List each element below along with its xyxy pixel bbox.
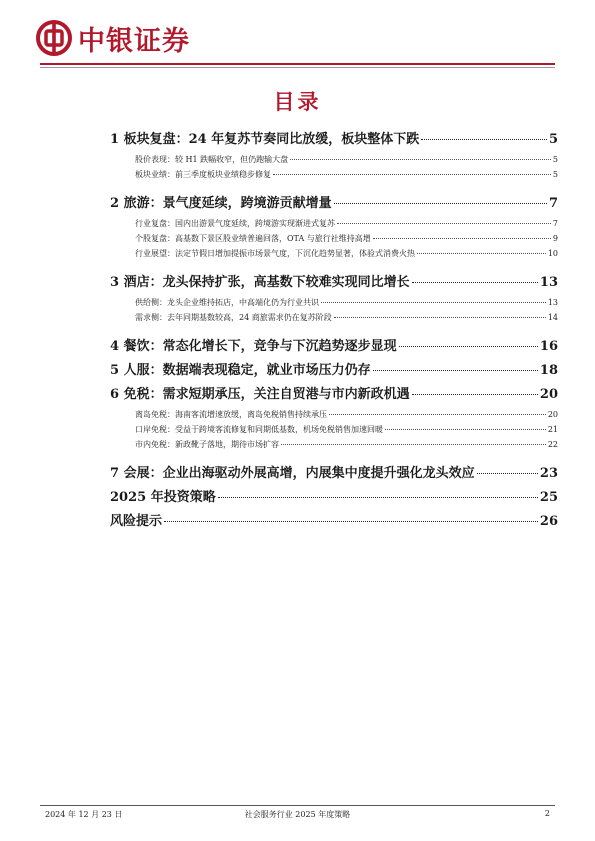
toc-section-label: 6 免税：需求短期承压，关注自贸港与市内新政机遇 [110,387,410,402]
toc-subsection-page: 5 [552,170,558,179]
table-of-contents [110,122,558,528]
toc-subsection-label: 口岸免税：受益于跨境客流修复和同期低基数，机场免税销售加速回暖 [135,425,383,434]
toc-subsection[interactable] [135,297,558,310]
toc-title: 目录 [273,90,322,114]
footer-divider [40,805,555,806]
toc-subsection-label: 行业展望：法定节假日增加提振市场景气度，下沉化趋势显著，体验式消费火热 [135,249,415,258]
toc-subsection-label: 行业复盘：国内出游景气度延续，跨境游实现渐进式复苏 [135,219,335,228]
dot-leader [218,497,538,498]
dot-leader [164,521,538,522]
toc-section-label: 风险提示 [110,514,163,529]
toc-subsection[interactable] [135,409,558,422]
toc-section-page: 5 [548,132,558,147]
toc-section-page: 26 [539,514,558,529]
dot-leader [273,174,551,175]
toc-subsection-page: 20 [547,410,558,419]
toc-section[interactable] [110,192,558,210]
dot-leader [421,139,547,140]
toc-subsection-label: 股价表现：较 H1 跌幅收窄，但仍跑输大盘 [135,155,289,164]
toc-subsection-label: 市内免税：新政靴子落地，期待市场扩容 [135,440,279,449]
toc-section-page: 13 [539,275,558,290]
toc-section-label: 3 酒店：龙头保持扩张，高基数下较难实现同比增长 [110,275,410,290]
toc-subsection-page: 22 [547,440,558,449]
toc-subsection[interactable] [135,169,558,182]
toc-section-label: 1 板块复盘：24 年复苏节奏同比放缓，板块整体下跌 [110,132,420,147]
header-divider [40,63,555,65]
dot-leader [385,429,546,430]
dot-leader [412,394,538,395]
boc-logo-icon [36,20,72,56]
toc-section-page: 25 [539,490,558,505]
toc-subsection-page: 21 [547,425,558,434]
toc-subsection-page: 13 [547,298,558,307]
toc-section[interactable] [110,271,558,289]
toc-section-label: 2025 年投资策略 [110,490,216,505]
toc-subsection-page: 14 [547,313,558,322]
dot-leader [477,473,538,474]
toc-section-label: 4 餐饮：常态化增长下，竞争与下沉趋势逐步显现 [110,339,397,354]
dot-leader [334,317,546,318]
toc-section[interactable] [110,383,558,401]
dot-leader [417,253,546,254]
toc-subsection-page: 7 [552,219,558,228]
toc-section-label: 2 旅游：景气度延续，跨境游贡献增量 [110,196,332,211]
toc-section-page: 18 [539,363,558,378]
dot-leader [334,203,547,204]
dot-leader [281,444,546,445]
toc-subsection[interactable] [135,248,558,261]
dot-leader [373,238,551,239]
toc-subsection[interactable] [135,154,558,167]
toc-subsection-label: 供给侧：龙头企业维持拓店，中高端化仍为行业共识 [135,298,319,307]
dot-leader [373,370,538,371]
toc-subsection[interactable] [135,439,558,452]
toc-subsection-label: 个股复盘：高基数下景区股业绩普遍回落，OTA 与旅行社维持高增 [135,234,371,243]
toc-section[interactable] [110,335,558,353]
toc-section[interactable] [110,510,558,528]
page-footer [45,809,550,820]
toc-section[interactable] [110,359,558,377]
toc-section-label: 5 人服：数据端表现稳定，就业市场压力仍存 [110,363,371,378]
toc-section-page: 23 [539,466,558,481]
toc-section-page: 20 [539,387,558,402]
toc-subsection-label: 需求侧：去年同期基数较高，24 商旅需求仍在复苏阶段 [135,313,332,322]
toc-subsection[interactable] [135,233,558,246]
toc-section-page: 7 [548,196,558,211]
toc-subsection-label: 离岛免税：海南客流增速放缓，离岛免税销售持续承压 [135,410,327,419]
dot-leader [321,302,546,303]
toc-subsection-page: 10 [547,249,558,258]
toc-subsection-label: 板块业绩：前三季度板块业绩稳步修复 [135,170,271,179]
toc-subsection-page: 9 [552,234,558,243]
footer-date: 2024 年 12 月 23 日 [45,810,123,819]
dot-leader [329,414,546,415]
toc-subsection[interactable] [135,424,558,437]
brand-name: 中银证券 [78,25,190,57]
dot-leader [290,159,551,160]
dot-leader [399,346,538,347]
dot-leader [337,223,551,224]
footer-doc-title: 社会服务行业 2025 年度策略 [244,810,351,819]
footer-page-number: 2 [544,809,550,818]
toc-subsection[interactable] [135,312,558,325]
toc-section[interactable] [110,486,558,504]
page-header [36,18,190,58]
toc-section-label: 7 会展：企业出海驱动外展高增，内展集中度提升强化龙头效应 [110,466,475,481]
toc-section-page: 16 [539,339,558,354]
toc-section[interactable] [110,462,558,480]
toc-subsection-page: 5 [552,155,558,164]
header-divider-thin [40,67,555,68]
toc-section[interactable] [110,128,558,146]
toc-subsection[interactable] [135,218,558,231]
dot-leader [412,282,538,283]
